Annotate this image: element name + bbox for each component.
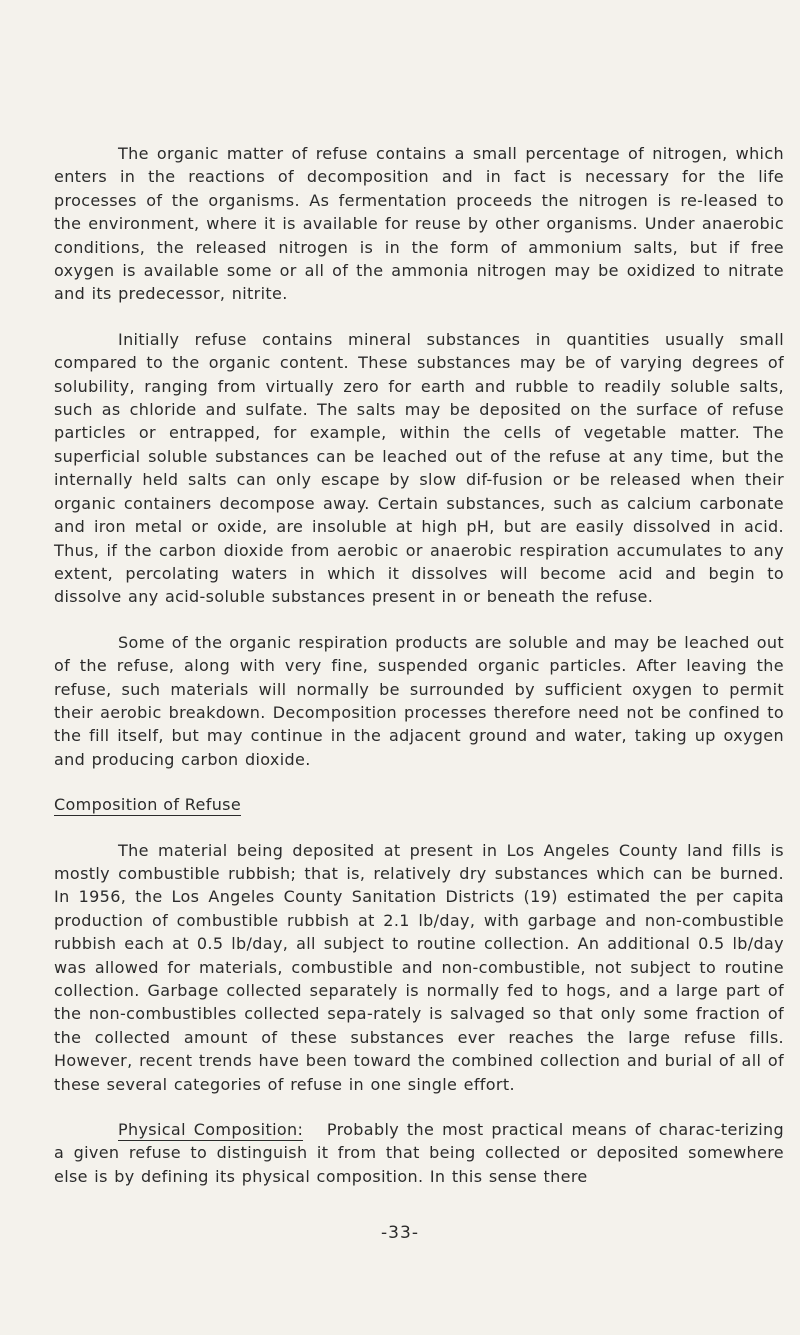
paragraph-nitrogen: The organic matter of refuse contains a small percentage of nitrogen, which enters in the reactions of decomposition and in fact is necessary for the life processes of the organisms. As fermentation proceeds the nitrogen is re-leased to the environment, where it is available for reuse by other organisms. Under anaerobic conditions, the released nitrogen is in the form of ammonium salts, but if free oxygen is available some or all of the ammonia nitrogen may be oxidized to nitrate and its predecessor, nitrite.: [54, 144, 784, 304]
paragraph-respiration-products: Some of the organic respiration products are soluble and may be leached out of the refuse, along with very fine, suspended organic particles. After leaving the refuse, such materials will normally be surrounded by sufficient oxygen to permit their aerobic breakdown. Decomposition processes therefore need not be confined to the fill itself, but may continue in the adjacent ground and water, taking up oxygen and producing carbon dioxide.: [54, 632, 784, 769]
page-number: -33-: [381, 1223, 419, 1243]
section-heading-composition: [54, 793, 784, 816]
paragraph-mineral-substances: Initially refuse contains mineral substances in quantities usually small compared to the organic content. These substances may be of varying degrees of solubility, ranging from virtually zero for earth and rubble to readily soluble salts, such as chloride and sulfate. The salts may be deposited on the surface of refuse particles or entrapped, for example, within the cells of vegetable matter. The superficial soluble substances can be leached out of the refuse at any time, but the internally held salts can only escape by slow dif-fusion or be released when their organic containers decompose away. Certain substances, such as calcium carbonate and iron metal or oxide, are insoluble at high pH, but are easily dissolved in acid. Thus, if the carbon dioxide from aerobic or anaerobic respiration accumulates to any extent, percolating waters in which it dissolves will become acid and begin to dissolve any acid-soluble substances present in or beneath the refuse.: [54, 329, 784, 607]
paragraph-los-angeles-fills: The material being deposited at present in Los Angeles County land fills is mostly combustible rubbish; that is, relatively dry substances which can be burned. In 1956, the Los Angeles County Sanitation Districts (19) estimated the per capita production of combustible rubbish at 2.1 lb/day, with garbage and non-combustible rubbish each at 0.5 lb/day, all subject to routine collection. An additional 0.5 lb/day was allowed for materials, combustible and non-combustible, not subject to routine collection. Garbage collected separately is normally fed to hogs, and a large part of the non-combustibles collected sepa-rately is salvaged so that only some fraction of the collected amount of these substances ever reaches the large refuse fills. However, recent trends have been toward the combined collection and burial of all of these several categories of refuse in one single effort.: [54, 840, 784, 1094]
paragraph-physical-composition-text: Probably the most practical means of charac-terizing a given refuse to distinguish it from that being collected or deposited somewhere else is by defining its physical composition. In this sense there: [54, 1120, 784, 1186]
document-page: [54, 142, 784, 1210]
section-heading-composition-text: Composition of Refuse: [54, 795, 242, 815]
subheading-physical-composition: Physical Composition:: [118, 1120, 304, 1140]
paragraph-physical-composition: [54, 1118, 784, 1188]
